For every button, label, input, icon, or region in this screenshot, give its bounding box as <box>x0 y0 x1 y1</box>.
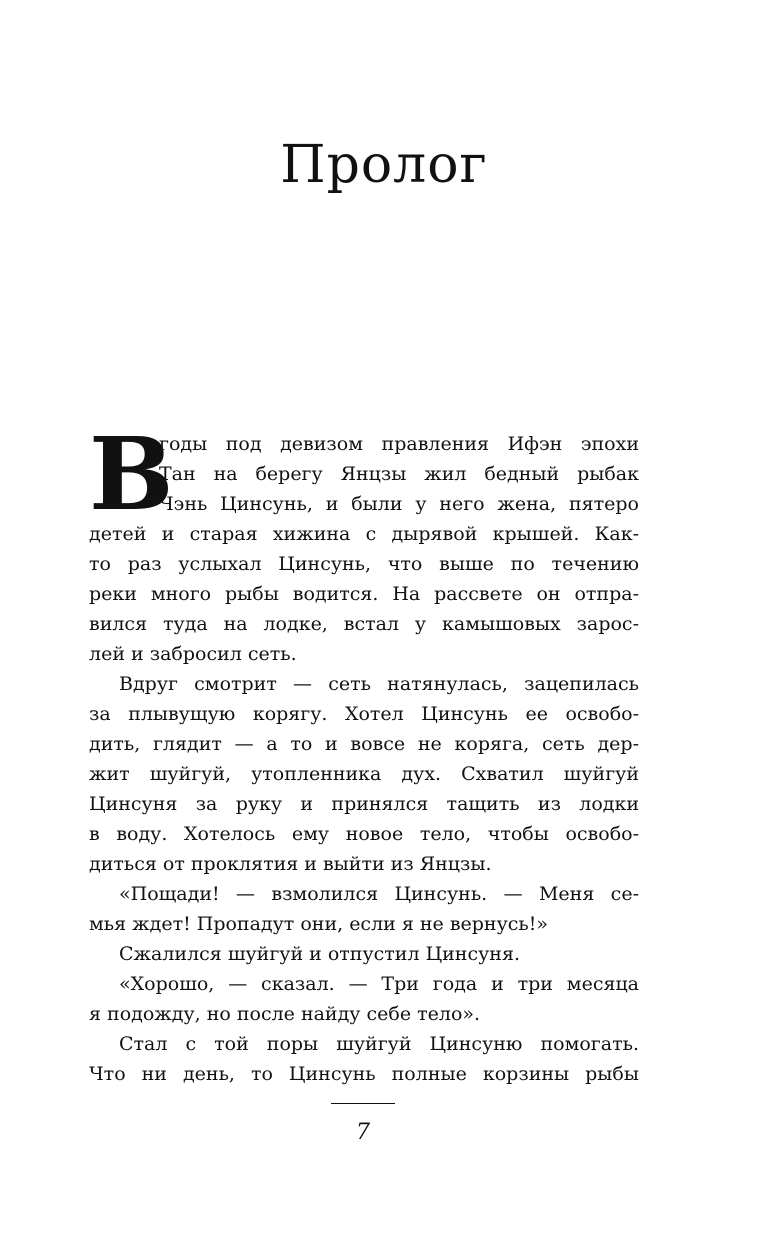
text-line: вился туда на лодке, встал у камышовых зарос- <box>89 613 639 635</box>
text-line: годы под девизом правления Ифэн эпохи <box>159 433 639 455</box>
text-line: детей и старая хижина с дырявой крышей. Как- <box>89 523 639 545</box>
text-line: жит шуйгуй, утопленника дух. Схватил шуйгуй <box>89 763 639 785</box>
text-line: Чэнь Цинсунь, и были у него жена, пятеро <box>159 493 639 515</box>
text-line: я подожду, но после найду себе тело». <box>89 1003 481 1025</box>
text-line: за плывущую корягу. Хотел Цинсунь ее освобо- <box>89 703 639 725</box>
text-line: диться от проклятия и выйти из Янцзы. <box>89 853 492 875</box>
text-line: «Хорошо, — сказал. — Три года и три месяца <box>119 973 639 995</box>
body-text <box>89 415 639 1089</box>
text-line: реки много рыбы водится. На рассвете он отпра- <box>89 583 639 605</box>
text-line: Стал с той поры шуйгуй Цинсуню помогать. <box>119 1033 639 1055</box>
drop-cap: В <box>89 415 174 533</box>
text-line: «Пощади! — взмолился Цинсунь. — Меня се- <box>119 883 639 905</box>
text-line: Что ни день, то Цинсунь полные корзины рыбы <box>89 1063 639 1085</box>
footer-rule <box>331 1103 395 1104</box>
text-line: лей и забросил сеть. <box>89 643 297 665</box>
page-number: 7 <box>356 1120 370 1145</box>
text-line: то раз услыхал Цинсунь, что выше по течению <box>89 553 639 575</box>
text-line: Вдруг смотрит — сеть натянулась, зацепилась <box>119 673 639 695</box>
text-line: дить, глядит — а то и вовсе не коряга, сеть дер- <box>89 733 639 755</box>
text-line: Сжалился шуйгуй и отпустил Цинсуня. <box>119 943 520 965</box>
text-line: в воду. Хотелось ему новое тело, чтобы освобо- <box>89 823 639 845</box>
chapter-title: Пролог <box>280 134 488 195</box>
text-line: мья ждет! Пропадут они, если я не вернусь!» <box>89 913 549 935</box>
text-line: Тан на берегу Янцзы жил бедный рыбак <box>159 463 639 485</box>
text-line: Цинсуня за руку и принялся тащить из лодки <box>89 793 639 815</box>
